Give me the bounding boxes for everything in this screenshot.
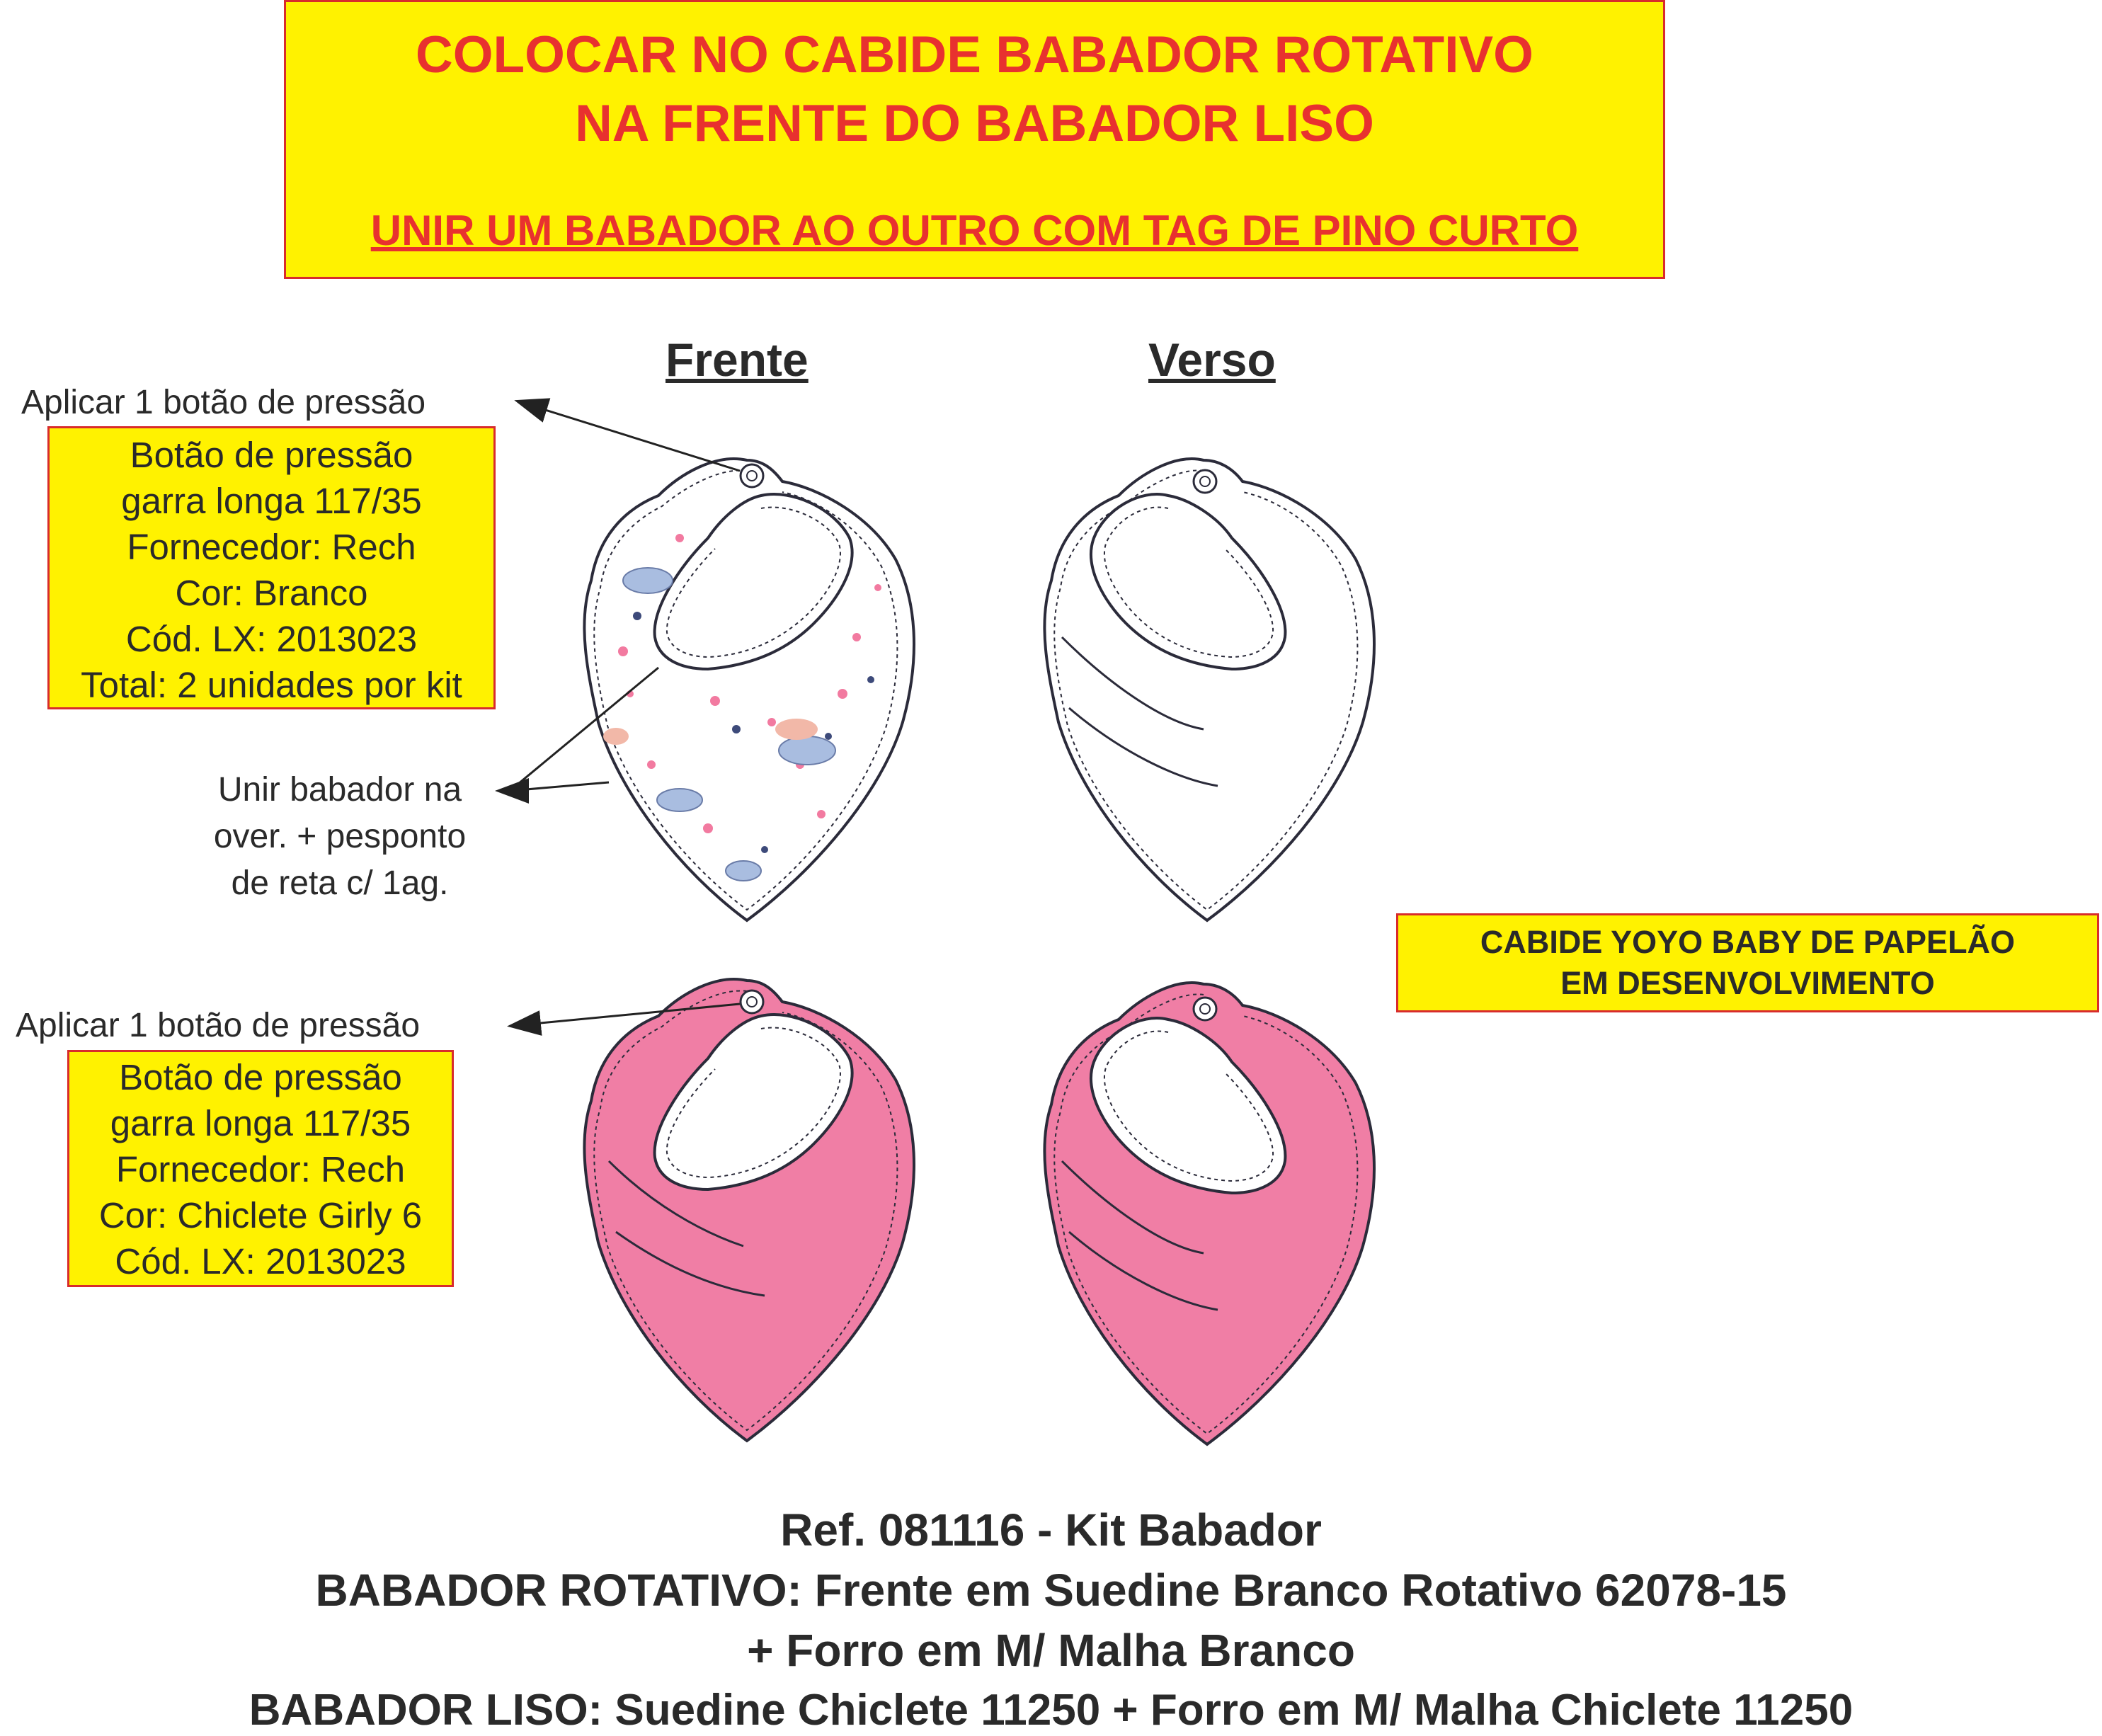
arrow-join-2 <box>510 782 609 791</box>
bottom-spec-line: Botão de pressão <box>119 1057 402 1097</box>
join-note-line: over. + pesponto <box>213 818 467 855</box>
bottom-spec-line: Cód. LX: 2013023 <box>115 1241 406 1281</box>
plain-bib-back <box>1044 459 1374 920</box>
top-spec-box <box>47 426 496 709</box>
bottom-spec-line: Fornecedor: Rech <box>115 1149 406 1189</box>
banner-line-3: UNIR UM BABADOR AO OUTRO COM TAG DE PINO CURTO <box>370 207 1579 254</box>
top-spec-line: Fornecedor: Rech <box>127 527 416 567</box>
top-spec-line: Cor: Branco <box>175 573 368 613</box>
bottom-snap-callout: Aplicar 1 botão de pressão <box>16 1007 421 1044</box>
footer-liso: BABADOR LISO: Suedine Chiclete 11250 + Forro em M/ Malha Chiclete 11250 <box>249 1686 1853 1735</box>
pink-bib-front <box>584 979 914 1441</box>
bottom-spec-box <box>67 1050 454 1287</box>
top-snap-callout: Aplicar 1 botão de pressão <box>21 384 426 421</box>
top-spec-line: Botão de pressão <box>130 435 413 475</box>
top-spec-line: Cód. LX: 2013023 <box>125 619 418 659</box>
hanger-note-line-1: CABIDE YOYO BABY DE PAPELÃO <box>1480 924 2016 960</box>
bottom-spec-line: garra longa 117/35 <box>110 1103 411 1143</box>
footer-forro: + Forro em M/ Malha Branco <box>747 1625 1355 1676</box>
back-heading: Verso <box>1148 333 1276 386</box>
top-spec-line: garra longa 117/35 <box>121 481 422 521</box>
hanger-note-box <box>1396 913 2099 1012</box>
top-spec-line: Total: 2 unidades por kit <box>81 665 462 705</box>
footer-rotativo: BABADOR ROTATIVO: Frente em Suedine Branco Rotativo 62078-15 <box>315 1565 1787 1616</box>
front-heading: Frente <box>666 333 809 386</box>
hanger-note-line-2: EM DESENVOLVIMENTO <box>1560 965 1935 1001</box>
footer-ref: Ref. 081116 - Kit Babador <box>780 1504 1322 1555</box>
banner-line-1: COLOCAR NO CABIDE BABADOR ROTATIVO <box>416 26 1533 84</box>
bottom-spec-line: Cor: Chiclete Girly 6 <box>98 1195 423 1235</box>
pink-bib-back <box>1044 983 1374 1444</box>
join-note-line: Unir babador na <box>217 771 462 809</box>
join-note-line: de reta c/ 1ag. <box>231 864 449 902</box>
arrow-top-snap <box>518 401 740 471</box>
banner-line-2: NA FRENTE DO BABADOR LISO <box>575 95 1374 152</box>
printed-bib-front <box>584 459 914 920</box>
join-note <box>170 767 510 907</box>
